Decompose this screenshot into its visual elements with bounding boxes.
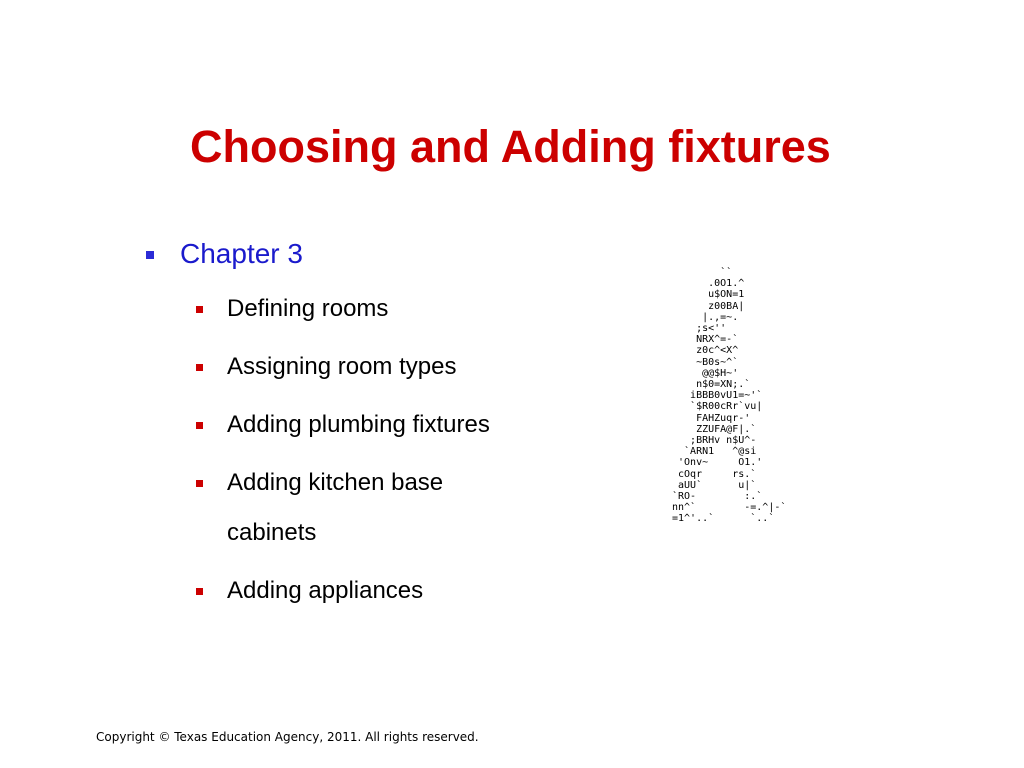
square-bullet-icon: [196, 306, 203, 313]
sub-bullet-text: Defining rooms: [227, 295, 389, 322]
sub-bullet-text: Adding plumbing fixtures: [227, 411, 490, 438]
sub-bullet-item: [196, 566, 557, 616]
square-bullet-icon: [146, 251, 154, 259]
level1-bullet: [146, 234, 303, 274]
sub-bullet-item: [196, 342, 557, 392]
slide-title: Choosing and Adding fixtures: [190, 121, 831, 172]
sub-bullet-item: [196, 458, 517, 558]
sub-bullet-text: Assigning room types: [227, 353, 457, 380]
square-bullet-icon: [196, 364, 203, 371]
sub-bullet-text: Adding appliances: [227, 577, 424, 604]
sub-bullet-item: [196, 284, 557, 334]
square-bullet-icon: [196, 480, 203, 487]
square-bullet-icon: [196, 588, 203, 595]
sub-bullet-text: Adding kitchen base cabinets: [227, 469, 444, 546]
level1-bullet-text: Chapter 3: [180, 238, 303, 269]
square-bullet-icon: [196, 422, 203, 429]
copyright-footer: Copyright © Texas Education Agency, 2011. All rights reserved.: [96, 730, 479, 744]
sub-bullet-item: [196, 400, 557, 450]
ascii-art-figure: `` .0O1.^ u$ON=1 z00BA| |.,=~. ;s<'' NRX^=-` z0c^<X^ ~B0s~^` @@$H~' n$0=XN;.` iBBB0vU1=~'` `$R00cRr`vu| FAHZuqr-' ZZUFA@F|.` ;BRHv n$U^- `ARN1 ^@si 'Onv~ O1.' cOqr rs.` aUU` u|` `RO- :.` nn^` -=.^|-` =1^'..` `..`: [672, 267, 787, 525]
